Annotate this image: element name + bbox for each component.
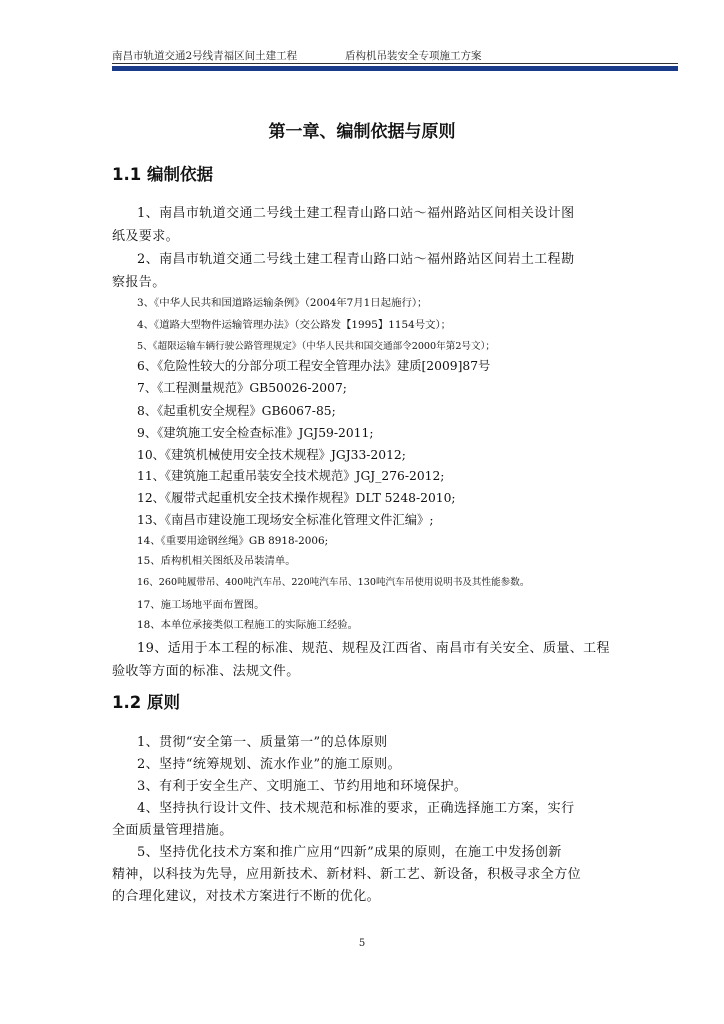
body-line: 5、《超限运输车辆行驶公路管理规定》（中华人民共和国交通部令2000年第2号文）；: [137, 341, 496, 352]
chapter-title: 第一章、编制依据与原则: [268, 122, 456, 142]
body-line: 8、《起重机安全规程》GB6067-85;: [137, 404, 336, 418]
body-line: 3、《中华人民共和国道路运输条例》（2004年7月1日起施行）；: [137, 297, 428, 309]
body-line: 19、适用于本工程的标准、规范、规程及江西省、南昌市有关安全、质量、工程: [137, 641, 610, 656]
body-line: 13、《南昌市建设施工现场安全标准化管理文件汇编》;: [137, 513, 434, 527]
header-project-name: 南昌市轨道交通2号线青福区间土建工程: [112, 50, 298, 62]
body-line: 11、《建筑施工起重吊装安全技术规范》JGJ_276-2012;: [137, 469, 445, 483]
body-line: 全面质量管理措施。: [112, 823, 233, 838]
body-line: 14、《重要用途钢丝绳》GB 8918-2006;: [137, 535, 329, 547]
page-number: 5: [358, 938, 366, 949]
body-line: 1、贯彻“安全第一、质量第一”的总体原则: [137, 735, 388, 750]
header-rule-thin: [112, 63, 678, 64]
section-heading: 1.2 原则: [112, 693, 180, 712]
section-heading: 1.1 编制依据: [112, 165, 213, 184]
body-line: 4、坚持执行设计文件、技术规范和标准的要求，正确选择施工方案，实行: [137, 801, 575, 816]
body-line: 1、南昌市轨道交通二号线土建工程青山路口站～福州路站区间相关设计图: [137, 206, 575, 221]
body-line: 6、《危险性较大的分部分项工程安全管理办法》建质[2009]87号: [137, 359, 491, 373]
body-line: 察报告。: [112, 275, 166, 290]
body-line: 16、260吨履带吊、400吨汽车吊、220吨汽车吊、130吨汽车吊使用说明书及其性能参数。: [137, 577, 530, 588]
body-line: 精神，以科技为先导，应用新技术、新材料、新工艺、新设备，积极寻求全方位: [112, 867, 582, 882]
body-line: 3、有利于安全生产、文明施工、节约用地和环境保护。: [137, 779, 468, 794]
body-line: 纸及要求。: [112, 229, 180, 244]
header-document-name: 盾构机吊装安全专项施工方案: [345, 50, 482, 62]
body-line: 2、坚持“统筹规划、流水作业”的施工原则。: [137, 757, 401, 772]
body-line: 2、南昌市轨道交通二号线土建工程青山路口站～福州路站区间岩土工程勘: [137, 252, 575, 267]
body-line: 17、施工场地平面布置图。: [137, 599, 265, 611]
body-line: 的合理化建议，对技术方案进行不断的优化。: [112, 889, 381, 904]
body-line: 4、《道路大型物件运输管理办法》（交公路发【1995】1154号文）；: [137, 319, 452, 331]
body-line: 验收等方面的标准、法规文件。: [112, 664, 300, 679]
body-line: 12、《履带式起重机安全技术操作规程》DLT 5248-2010;: [137, 491, 456, 505]
body-line: 10、《建筑机械使用安全技术规程》JGJ33-2012;: [137, 448, 406, 462]
running-header: [112, 48, 672, 68]
body-line: 7、《工程测量规范》GB50026-2007;: [137, 381, 347, 395]
body-line: 15、盾构机相关图纸及吊装清单。: [137, 555, 296, 567]
body-line: 9、《建筑施工安全检查标准》JGJ59-2011;: [137, 426, 374, 440]
body-line: 5、坚持优化技术方案和推广应用“四新”成果的原则，在施工中发扬创新: [137, 845, 562, 860]
body-line: 18、本单位承接类似工程施工的实际施工经验。: [137, 619, 359, 631]
header-rule-thick: [112, 66, 678, 71]
